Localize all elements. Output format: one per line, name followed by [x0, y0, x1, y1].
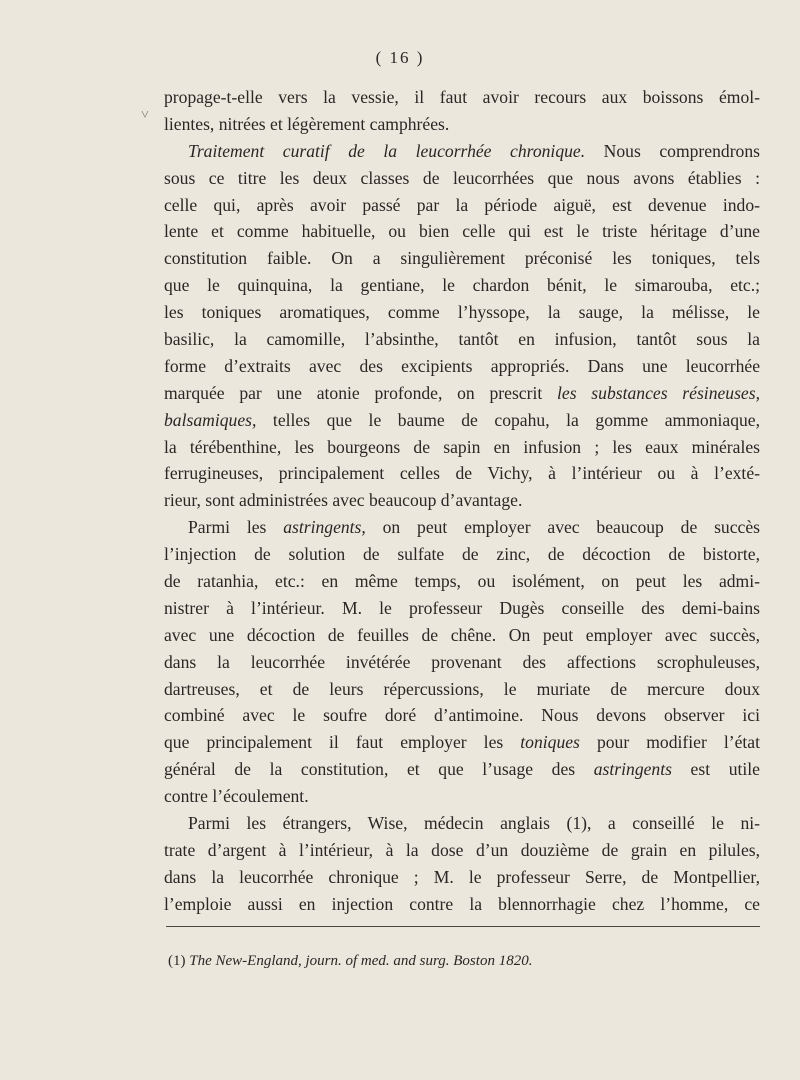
text-run: dans la leucorrhée chronique ; M. le professeur Serre, de Montpellier,	[164, 866, 760, 887]
text-line	[164, 84, 760, 111]
page-number: ( 16 )	[375, 48, 425, 67]
text-line	[164, 111, 760, 138]
text-line	[164, 138, 760, 165]
text-run: telles que le baume de copahu, la gomme ammoniaque,	[256, 409, 760, 430]
text-line	[164, 487, 760, 514]
text-line	[164, 837, 760, 864]
italic-text: Traitement curatif de la leucorrhée chronique.	[188, 140, 586, 161]
text-run: on peut employer avec beaucoup de succès	[365, 517, 760, 538]
footnote-rule	[166, 926, 760, 927]
body-text	[164, 84, 760, 918]
text-line	[164, 622, 760, 649]
italic-text: astringents,	[283, 517, 366, 538]
text-run: que principalement il faut employer les	[164, 732, 521, 753]
text-run: que le quinquina, la gentiane, le chardon bénit, le simarouba, etc.;	[164, 275, 760, 296]
text-line	[164, 891, 760, 918]
text-line	[164, 353, 760, 380]
text-run: dans la leucorrhée invétérée provenant des affections scrophuleuses,	[164, 651, 760, 672]
text-run: Parmi les	[188, 517, 284, 538]
footnote-marker: (1)	[168, 953, 190, 969]
text-run: propage-t-elle vers la vessie, il faut avoir recours aux boissons émol-	[164, 87, 760, 107]
italic-text: les substances résineuses,	[557, 382, 760, 403]
text-line	[164, 434, 760, 461]
text-run: forme d’extraits avec des excipients appropriés. Dans une leucorrhée	[164, 355, 760, 376]
text-run: nistrer à l’intérieur. M. le professeur Dugès conseille des demi-bains	[164, 597, 760, 618]
text-line	[164, 568, 760, 595]
text-line	[164, 702, 760, 729]
text-line	[164, 514, 760, 541]
text-run: constitution faible. On a singulièrement préconisé les toniques, tels	[164, 248, 760, 269]
text-run: trate d’argent à l’intérieur, à la dose d’un douzième de grain en pilules,	[164, 839, 760, 860]
text-line	[164, 245, 760, 272]
text-line	[164, 864, 760, 891]
text-run: dartreuses, et de leurs répercussions, le muriate de mercure doux	[164, 678, 760, 699]
text-run: l’injection de solution de sulfate de zinc, de décoction de bistorte,	[164, 544, 760, 565]
text-run: général de la constitution, et que l’usage des	[164, 759, 594, 780]
italic-text: balsamiques,	[164, 409, 257, 430]
text-line	[164, 810, 760, 837]
text-run: la térébenthine, les bourgeons de sapin en infusion ; les eaux minérales	[164, 436, 760, 457]
text-line	[164, 407, 760, 434]
text-line	[164, 729, 760, 756]
text-line	[164, 649, 760, 676]
text-run: pour modifier l’état	[579, 732, 760, 753]
text-run: marquée par une atonie profonde, on prescrit	[164, 382, 557, 403]
text-run: Parmi les étrangers, Wise, médecin anglais (1), a conseillé le ni-	[188, 813, 760, 834]
text-line	[164, 676, 760, 703]
text-run: basilic, la camomille, l’absinthe, tantôt en infusion, tantôt sous la	[164, 329, 760, 350]
text-line	[164, 299, 760, 326]
text-line	[164, 165, 760, 192]
text-line	[164, 218, 760, 245]
italic-text: astringents	[593, 759, 672, 780]
footnote	[168, 953, 532, 970]
text-run: contre l’écoulement.	[164, 786, 309, 807]
footnote-text: The New-England, journ. of med. and surg. Boston 1820.	[189, 953, 533, 969]
text-run: lente et comme habituelle, ou bien celle qui est le triste héritage d’une	[164, 221, 760, 242]
text-line	[164, 783, 760, 810]
text-run: celle qui, après avoir passé par la période aiguë, est devenue indo-	[164, 194, 760, 215]
text-line	[164, 326, 760, 353]
text-line	[164, 380, 760, 407]
margin-mark: ˅	[141, 108, 149, 123]
text-line	[164, 541, 760, 568]
text-run: rieur, sont administrées avec beaucoup d’avantage.	[164, 490, 523, 511]
text-line	[164, 595, 760, 622]
text-line	[164, 460, 760, 487]
text-line	[164, 272, 760, 299]
italic-text: toniques	[520, 732, 580, 753]
text-run: avec une décoction de feuilles de chêne. On peut employer avec succès,	[164, 624, 760, 645]
text-run: de ratanhia, etc.: en même temps, ou isolément, on peut les admi-	[164, 571, 760, 592]
text-line	[164, 192, 760, 219]
text-run: ferrugineuses, principalement celles de Vichy, à l’intérieur ou à l’exté-	[164, 463, 760, 484]
text-run: sous ce titre les deux classes de leucorrhées que nous avons établies :	[164, 167, 760, 188]
text-run: est utile	[671, 759, 760, 780]
text-run: les toniques aromatiques, comme l’hyssope, la sauge, la mélisse, le	[164, 302, 760, 323]
text-run: l’emploie aussi en injection contre la blennorrhagie chez l’homme, ce	[164, 893, 760, 914]
text-line	[164, 756, 760, 783]
text-run: combiné avec le soufre doré d’antimoine. Nous devons observer ici	[164, 705, 760, 726]
text-run: Nous comprendrons	[585, 140, 760, 161]
text-run: lientes, nitrées et légèrement camphrées.	[164, 113, 450, 134]
